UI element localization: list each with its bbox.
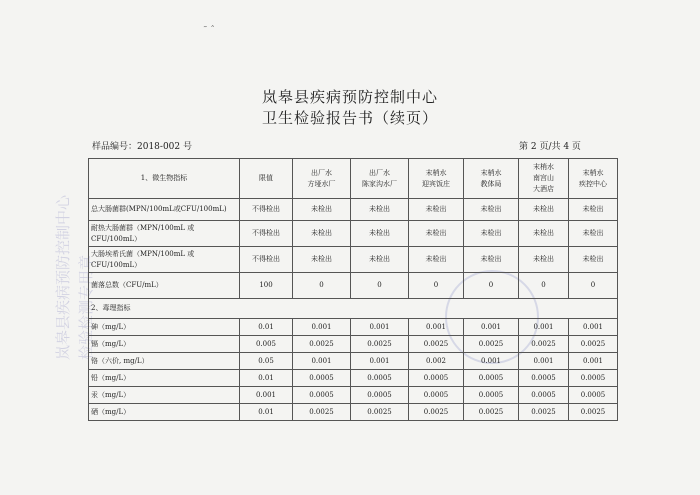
sample-number: 样品编号：2018-002 号 (92, 142, 192, 152)
col-header: 出厂水 方垭水厂 (293, 159, 351, 199)
value-cell: 0 (464, 273, 519, 299)
value-cell: 0.0025 (519, 404, 569, 421)
value-cell: 未检出 (519, 221, 569, 247)
value-cell: 0.001 (351, 353, 409, 370)
indicator-cell: 砷（mg/L） (89, 319, 240, 336)
table-row (89, 319, 618, 336)
limit-cell: 不得检出 (240, 221, 293, 247)
indicator-cell: 大肠埃希氏菌（MPN/100mL 或 CFU/100mL） (89, 247, 240, 273)
value-cell: 0.0005 (293, 370, 351, 387)
top-mark: ˜ ˆ (203, 26, 215, 36)
value-cell: 0.001 (293, 319, 351, 336)
col-header: 末梢水 迎宾饭庄 (409, 159, 464, 199)
value-cell: 0.0025 (293, 404, 351, 421)
value-cell: 未检出 (569, 199, 618, 221)
page-info: 第 2 页/共 4 页 (519, 142, 581, 152)
table-row (89, 247, 618, 273)
value-cell: 未检出 (293, 247, 351, 273)
indicator-cell: 铬（六价, mg/L） (89, 353, 240, 370)
value-cell: 未检出 (464, 199, 519, 221)
value-cell: 未检出 (293, 199, 351, 221)
limit-cell: 0.005 (240, 336, 293, 353)
value-cell: 未检出 (464, 247, 519, 273)
value-cell: 未检出 (409, 199, 464, 221)
value-cell: 0.0025 (351, 336, 409, 353)
value-cell: 未检出 (519, 199, 569, 221)
value-cell: 0.001 (409, 319, 464, 336)
value-cell: 0.001 (293, 353, 351, 370)
value-cell: 0.0005 (293, 387, 351, 404)
limit-cell: 0.05 (240, 353, 293, 370)
value-cell: 0 (519, 273, 569, 299)
value-cell: 0.001 (519, 319, 569, 336)
value-cell: 0.001 (569, 353, 618, 370)
table-row (89, 353, 618, 370)
limit-cell: 0.01 (240, 404, 293, 421)
col-header: 末梢水 教体局 (464, 159, 519, 199)
value-cell: 未检出 (464, 221, 519, 247)
value-cell: 未检出 (293, 221, 351, 247)
limit-cell: 不得检出 (240, 247, 293, 273)
table-row (89, 387, 618, 404)
value-cell: 未检出 (409, 221, 464, 247)
value-cell: 0 (409, 273, 464, 299)
col-header: 1、微生物指标 (89, 159, 240, 199)
watermark-stamp-1: 岚皋县疾病预防控制中心 (54, 194, 72, 360)
value-cell: 0 (351, 273, 409, 299)
value-cell: 0.0005 (409, 387, 464, 404)
value-cell: 0.0025 (569, 404, 618, 421)
indicator-cell: 菌落总数（CFU/mL） (89, 273, 240, 299)
value-cell: 未检出 (519, 247, 569, 273)
limit-cell: 0.001 (240, 387, 293, 404)
table-row (89, 336, 618, 353)
col-header: 末梢水 南宫山 大酒店 (519, 159, 569, 199)
limit-cell: 100 (240, 273, 293, 299)
indicator-cell: 硒（mg/L） (89, 404, 240, 421)
value-cell: 未检出 (351, 247, 409, 273)
col-header: 出厂水 陈家沟水厂 (351, 159, 409, 199)
indicator-cell: 汞（mg/L） (89, 387, 240, 404)
table-row (89, 404, 618, 421)
value-cell: 0.0005 (464, 370, 519, 387)
value-cell: 0 (569, 273, 618, 299)
indicator-cell: 铅（mg/L） (89, 370, 240, 387)
value-cell: 0.0025 (519, 336, 569, 353)
value-cell: 0.0005 (351, 370, 409, 387)
value-cell: 0.001 (351, 319, 409, 336)
limit-cell: 0.01 (240, 370, 293, 387)
report-title: 卫生检验报告书（续页） (261, 109, 438, 127)
table-row (89, 273, 618, 299)
value-cell: 0.0025 (464, 404, 519, 421)
value-cell: 未检出 (569, 247, 618, 273)
limit-cell: 不得检出 (240, 199, 293, 221)
value-cell: 0.0025 (569, 336, 618, 353)
value-cell: 0.0025 (351, 404, 409, 421)
col-header: 限值 (240, 159, 293, 199)
indicator-cell: 镉（mg/L） (89, 336, 240, 353)
value-cell: 0.001 (569, 319, 618, 336)
value-cell: 未检出 (351, 199, 409, 221)
section-label: 2、毒理指标 (89, 299, 618, 319)
value-cell: 0.0005 (519, 387, 569, 404)
header-row (89, 159, 618, 199)
value-cell: 0.001 (464, 319, 519, 336)
org-title: 岚皋县疾病预防控制中心 (261, 88, 438, 106)
value-cell: 0.001 (464, 353, 519, 370)
value-cell: 0.0005 (464, 387, 519, 404)
table-row (89, 221, 618, 247)
col-header: 末梢水 疾控中心 (569, 159, 618, 199)
indicator-cell: 总大肠菌群(MPN/100mL或CFU/100mL) (89, 199, 240, 221)
indicator-cell: 耐热大肠菌群（MPN/100mL 或 CFU/100mL） (89, 221, 240, 247)
section-row (89, 299, 618, 319)
table-row (89, 370, 618, 387)
table-row (89, 199, 618, 221)
watermark-stamp-2: 检验检测专用章 (77, 254, 95, 360)
value-cell: 0.002 (409, 353, 464, 370)
value-cell: 0.0025 (409, 404, 464, 421)
value-cell: 0.0005 (351, 387, 409, 404)
value-cell: 0.0005 (569, 387, 618, 404)
value-cell: 未检出 (569, 221, 618, 247)
value-cell: 0.0025 (409, 336, 464, 353)
value-cell: 0.001 (519, 353, 569, 370)
value-cell: 0.0005 (409, 370, 464, 387)
limit-cell: 0.01 (240, 319, 293, 336)
value-cell: 0.0005 (569, 370, 618, 387)
value-cell: 未检出 (409, 247, 464, 273)
value-cell: 0 (293, 273, 351, 299)
value-cell: 0.0005 (519, 370, 569, 387)
value-cell: 未检出 (351, 221, 409, 247)
results-table (88, 158, 618, 421)
value-cell: 0.0025 (293, 336, 351, 353)
value-cell: 0.0025 (464, 336, 519, 353)
